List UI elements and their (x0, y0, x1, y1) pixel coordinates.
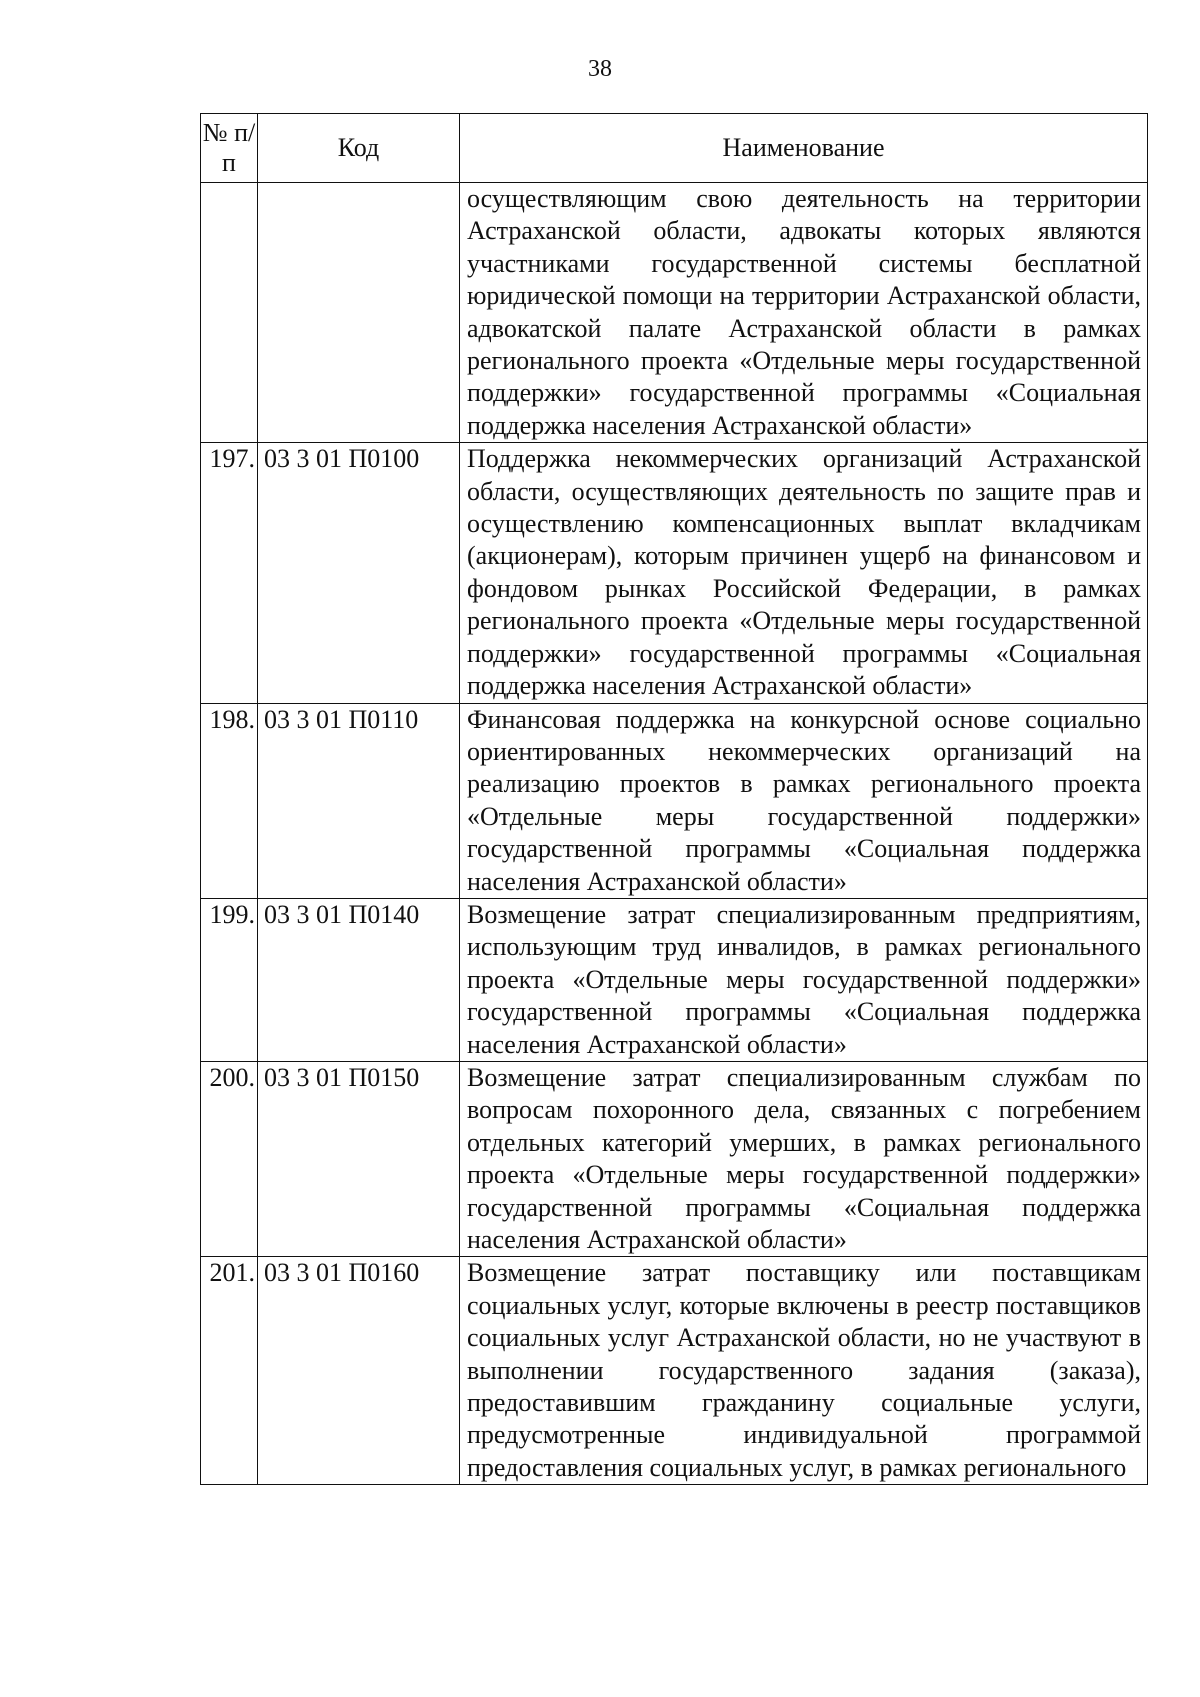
table-row (201, 898, 1148, 1061)
row-code: 03 3 01 П0100 (258, 443, 460, 703)
row-code: 03 3 01 П0160 (258, 1257, 460, 1485)
row-name: Возмещение затрат поставщику или поставщикам социальных услуг, которые включены в реестр поставщиков социальных услуг Астраханской области, но не участвуют в выполнении государственного задания (заказа), предоставившим гражданину социальные услуги, предусмотренные индивидуальной программой предоставления социальных услуг, в рамках регионального (460, 1257, 1148, 1485)
row-name: Возмещение затрат специализированным предприятиям, использующим труд инвалидов, в рамках регионального проекта «Отдельные меры государственной поддержки» государственной программы «Социальная поддержка населения Астраханской области» (460, 898, 1148, 1061)
row-code (258, 183, 460, 443)
row-name: Финансовая поддержка на конкурсной основе социально ориентированных некоммерческих организаций на реализацию проектов в рамках регионального проекта «Отдельные меры государственной поддержки» государственной программы «Социальная поддержка населения Астраханской области» (460, 703, 1148, 898)
table-row (201, 1061, 1148, 1256)
row-number: 201. (201, 1257, 258, 1485)
row-number: 198. (201, 703, 258, 898)
row-code: 03 3 01 П0110 (258, 703, 460, 898)
table-body (201, 183, 1148, 1485)
row-code: 03 3 01 П0140 (258, 898, 460, 1061)
table-row (201, 183, 1148, 443)
row-name: Поддержка некоммерческих организаций Астраханской области, осуществляющих деятельность по защите прав и осуществлению компенсационных выплат вкладчикам (акционерам), которым причинен ущерб на финансовом и фондовом рынках Российской Федерации, в рамках регионального проекта «Отдельные меры государственной поддержки» государственной программы «Социальная поддержка населения Астраханской области» (460, 443, 1148, 703)
classification-table (200, 113, 1148, 1485)
row-number: 200. (201, 1061, 258, 1256)
row-number: 199. (201, 898, 258, 1061)
header-name: Наименование (460, 114, 1148, 183)
header-code: Код (258, 114, 460, 183)
table-row (201, 1257, 1148, 1485)
page-number: 38 (588, 56, 612, 82)
table-row (201, 443, 1148, 703)
header-num: № п/п (201, 114, 258, 183)
table-row (201, 703, 1148, 898)
row-name: Возмещение затрат специализированным службам по вопросам похоронного дела, связанных с погребением отдельных категорий умерших, в рамках регионального проекта «Отдельные меры государственной поддержки» государственной программы «Социальная поддержка населения Астраханской области» (460, 1061, 1148, 1256)
row-code: 03 3 01 П0150 (258, 1061, 460, 1256)
row-name: осуществляющим свою деятельность на территории Астраханской области, адвокаты которых являются участниками государственной системы бесплатной юридической помощи на территории Астраханской области, адвокатской палате Астраханской области в рамках регионального проекта «Отдельные меры государственной поддержки» государственной программы «Социальная поддержка населения Астраханской области» (460, 183, 1148, 443)
table-header (201, 114, 1148, 183)
row-number: 197. (201, 443, 258, 703)
row-number (201, 183, 258, 443)
